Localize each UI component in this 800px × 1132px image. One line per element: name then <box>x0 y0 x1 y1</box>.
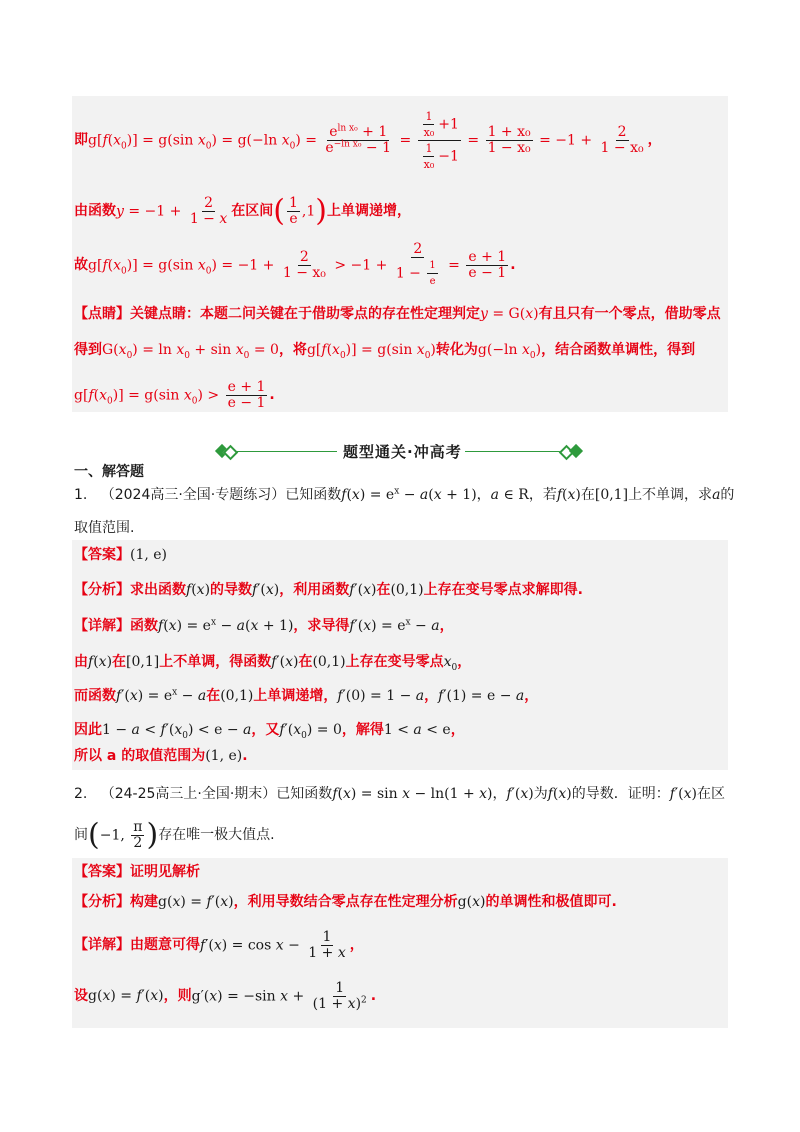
q1-detail-3: 而函数$f'(x) = e^x - a$在(0,1)上单调递增，f′(0) = 1 − a，f′(1) = e − a， <box>74 687 539 704</box>
banner-title: 题型通关·冲高考 <box>343 443 462 461</box>
diamond-icon <box>569 444 583 458</box>
q1-detail-1: 【详解】函数$f(x) = e^x - a(x + 1)$，求导得$f'(x) = e^x - a$， <box>74 617 454 634</box>
q2-detail-2: 设 g(x) = f′(x) ，则 g′(x) = −sin x + $\frac{1}{(1 + x)^2}$ . <box>74 979 377 1012</box>
q1-stem-cont: 取值范围. <box>74 520 135 536</box>
banner-rule-left <box>237 451 337 452</box>
q1-analysis: 【分析】求出函数f(x)的导数f′(x)，利用函数f′(x)在(0,1)上存在变号零点求解即得. <box>74 582 583 598</box>
section-banner <box>215 440 585 464</box>
dianjing-line-3: $g[f(x_0)] = g(\sin$ $x_0$) > $\frac{e + 1}{e - 1}$ . <box>74 378 275 411</box>
banner-rule-right <box>465 451 565 452</box>
solution-line-1: 即 $g[f(x_0)] = g(\sin$ $x_0) = g(-\ln$ $x_0$) = $\frac{e^{ln x_0} + 1}{e^{-ln x_0} - 1}$ = $\frac{1}{\text{x₀}}$ +1 $\frac{1}{\text{x₀}}$ −1 = $\frac{\text{1 + x₀}}{\text{1 − x₀}}$ = −1 + $\frac{2}{\text{1 − x₀}}$ ， <box>74 109 662 171</box>
q1-detail-5: 所以 a 的取值范围为(1, e). <box>74 748 248 764</box>
dianjing-line-2: 得到$G(x_0) = \ln x_0 + \sin x_0 = 0$，将$g[f(x_0)] = g(\sin$ $x_0$)转化为g(−ln $x_0$)，结合函数单调性，得到 <box>74 342 696 361</box>
q1-detail-2: 由f(x)在[0,1]上不单调，得函数f′(x)在(0,1)上存在变号零点$x_0$， <box>74 654 472 673</box>
solution-line-3: 故 $g[f(x_0)] = g(\sin$ $x_0) = -1$ + $\frac{2}{\text{1 − x₀}}$ > −1 + 2 1 − $\frac{1}{e}$ = $\frac{e + 1}{e - 1}$ . <box>74 240 516 287</box>
q1-stem: 1. （2024高三·全国·专题练习）已知函数$f(x) = e^x - a(x + 1)$，a ∈ R，若f(x)在[0,1]上不单调，求a的 <box>74 486 735 503</box>
solution-line-2: 由函数 y = −1 + $\frac{2}{1 - x}$ 在区间 ( $\frac{1}{e}$ ,1) 上单调递增， <box>74 193 411 228</box>
dianjing-line-1: 【点睛】关键点睛：本题二问关键在于借助零点的存在性定理判定y = G(x)有且只有一个零点，借助零点 <box>74 306 721 322</box>
q2-analysis: 【分析】构建g(x) = f′(x)，利用导数结合零点存在性定理分析g(x)的单调性和极值即可. <box>74 894 617 910</box>
q1-answer: 【答案】(1, e) <box>74 547 168 563</box>
section-heading: 一、解答题 <box>74 464 144 480</box>
q2-answer: 【答案】证明见解析 <box>74 864 200 880</box>
q2-detail-1: 【详解】由题意可得 f′(x) = cos x − $\frac{1}{1 + x}$ ， <box>74 928 364 961</box>
q2-stem: 2. （24-25高三上·全国·期末）已知函数f(x) = sin x − ln(1 + x)，f′(x)为f(x)的导数．证明：f′(x)在区 <box>74 786 725 802</box>
q2-stem-cont: 间 (−1, $\frac{\pi}{2}$ ) 存在唯一极大值点. <box>74 817 275 852</box>
q1-detail-4: 因此$1 - a < f'(x_0) < e - a$，又$f'(x_0) = 0$，解得1 < a < e， <box>74 722 465 741</box>
